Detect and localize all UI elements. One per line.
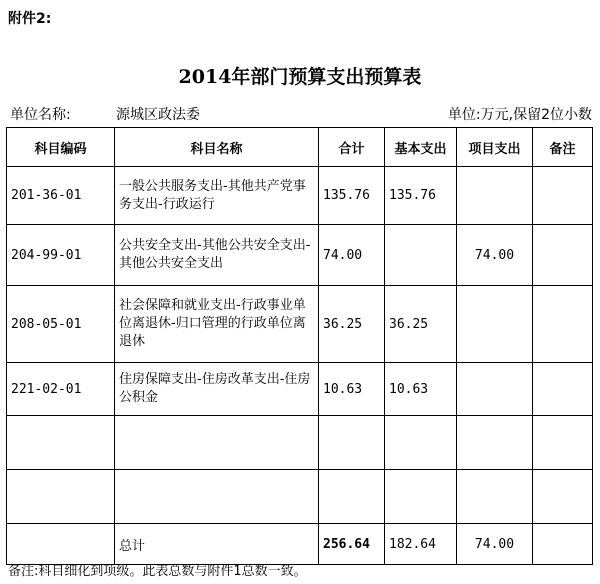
- table-row: [7, 286, 593, 363]
- row-name: 一般公共服务支出-其他共产党事务支出-行政运行: [115, 167, 319, 225]
- table-row: [7, 167, 593, 225]
- row-code: 201-36-01: [7, 167, 115, 225]
- row-total: 10.63: [319, 363, 385, 416]
- row-name: 公共安全支出-其他公共安全支出-其他公共安全支出: [115, 225, 319, 286]
- row-note: [533, 167, 593, 225]
- row-code: 208-05-01: [7, 286, 115, 363]
- summary-basic: 182.64: [385, 524, 457, 565]
- row-total: 74.00: [319, 225, 385, 286]
- footnote: 备注:科目细化到项级。此表总数与附件1总数一致。: [8, 564, 307, 579]
- row-project: [457, 286, 533, 363]
- row-basic: 10.63: [385, 363, 457, 416]
- summary-total: 256.64: [319, 524, 385, 565]
- attachment-label: 附件2:: [8, 11, 52, 27]
- row-project: 74.00: [457, 225, 533, 286]
- row-basic: 135.76: [385, 167, 457, 225]
- table-row: [7, 225, 593, 286]
- row-code: 204-99-01: [7, 225, 115, 286]
- empty-row: [7, 470, 593, 524]
- column-header: 合计: [319, 128, 385, 167]
- row-name: 社会保障和就业支出-行政事业单位离退休-归口管理的行政单位离退休: [115, 286, 319, 363]
- row-note: [533, 363, 593, 416]
- unit-name-label: 单位名称:: [10, 107, 71, 123]
- row-note: [533, 225, 593, 286]
- column-header: 科目名称: [115, 128, 319, 167]
- summary-row: [7, 524, 593, 565]
- column-header: 科目编码: [7, 128, 115, 167]
- budget-table: [6, 127, 593, 565]
- unit-note: 单位:万元,保留2位小数: [447, 107, 592, 123]
- column-header: 备注: [533, 128, 593, 167]
- row-note: [533, 286, 593, 363]
- summary-note: [533, 524, 593, 565]
- row-total: 135.76: [319, 167, 385, 225]
- column-header: 项目支出: [457, 128, 533, 167]
- summary-label: 总计: [115, 524, 319, 565]
- page-title: 2014年部门预算支出预算表: [178, 66, 422, 88]
- row-basic: 36.25: [385, 286, 457, 363]
- row-name: 住房保障支出-住房改革支出-住房公积金: [115, 363, 319, 416]
- row-code: 221-02-01: [7, 363, 115, 416]
- empty-row: [7, 416, 593, 470]
- column-header: 基本支出: [385, 128, 457, 167]
- row-project: [457, 167, 533, 225]
- row-project: [457, 363, 533, 416]
- row-total: 36.25: [319, 286, 385, 363]
- table-row: [7, 363, 593, 416]
- table-header-row: [7, 128, 593, 167]
- unit-name-value: 源城区政法委: [116, 107, 200, 123]
- row-basic: [385, 225, 457, 286]
- summary-project: 74.00: [457, 524, 533, 565]
